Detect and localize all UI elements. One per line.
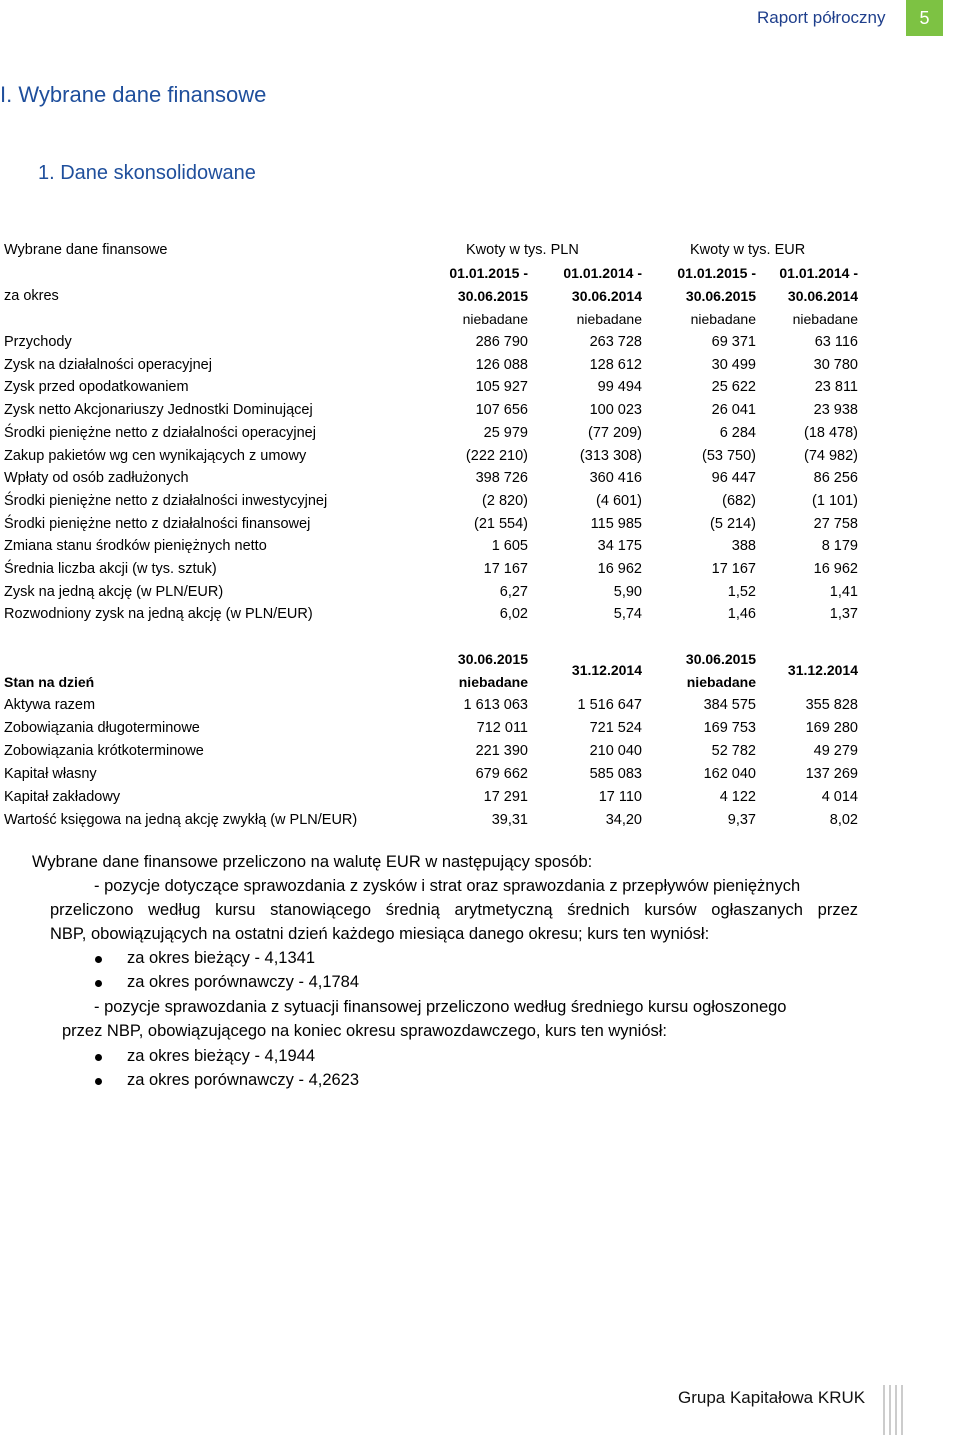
table-cell: (682) <box>722 492 756 509</box>
table-cell: 69 371 <box>711 334 756 350</box>
table-cell: 1 516 647 <box>577 697 642 713</box>
table-row-label: Środki pieniężne netto z działalności operacyjnej <box>4 424 316 441</box>
table-cell: 26 041 <box>711 402 756 419</box>
notes-para1-line3: NBP, obowiązujących na ostatni dzień każdego miesiąca danego okresu; kurs ten wyniósł: <box>50 925 710 943</box>
table-cell: 360 416 <box>589 470 642 487</box>
table1-col-to: 30.06.2015 <box>457 288 528 304</box>
table-cell: 286 790 <box>475 334 528 350</box>
table-cell: 30 499 <box>711 356 756 373</box>
table1-col-to: 30.06.2014 <box>571 288 642 304</box>
table-cell: 126 088 <box>475 356 528 373</box>
table1-col-from: 01.01.2015 - <box>449 265 528 281</box>
balance-date-label: Stan na dzień <box>4 674 95 690</box>
table-row-label: Środki pieniężne netto z działalności inwestycyjnej <box>4 492 328 509</box>
table-cell: 6,02 <box>499 606 528 623</box>
table1-col-status: niebadane <box>462 311 528 327</box>
table-row-label: Kapitał własny <box>4 766 97 782</box>
table2-col-date: 31.12.2014 <box>787 662 858 678</box>
table-cell: 17 110 <box>598 789 642 805</box>
table-cell: 105 927 <box>475 379 528 396</box>
table-cell: 27 758 <box>813 515 858 532</box>
notes-para1-line2: przeliczono według kursu stanowiącego średnią arytmetyczną średnich kursów ogłaszanych przez <box>50 901 858 919</box>
table-cell: 39,31 <box>491 812 528 828</box>
table-cell: 25 622 <box>711 379 756 396</box>
table-cell: 16 962 <box>597 561 642 577</box>
notes-para2-line2: przez NBP, obowiązującego na koniec okresu sprawozdawczego, kurs ten wyniósł: <box>62 1022 668 1040</box>
table-row-label: Wartość księgowa na jedną akcję zwykłą (w PLN/EUR) <box>4 812 358 828</box>
table-row-label: Zakup pakietów wg cen wynikających z umowy <box>4 447 307 464</box>
table1-col-status: niebadane <box>576 311 642 327</box>
table-cell: 5,90 <box>613 583 642 600</box>
period-label: za okres <box>4 288 59 304</box>
table-row-label: Przychody <box>4 334 72 350</box>
table-row-label: Zysk na działalności operacyjnej <box>4 356 212 373</box>
table-row-label: Zobowiązania długoterminowe <box>4 720 200 736</box>
table-cell: 1,37 <box>829 606 858 623</box>
table-cell: (5 214) <box>710 515 756 532</box>
table-row-label: Średnia liczba akcji (w tys. sztuk) <box>4 561 217 577</box>
group-eur-header: Kwoty w tys. EUR <box>690 242 806 258</box>
table-cell: 679 662 <box>475 766 528 782</box>
footer-company: Grupa Kapitałowa KRUK <box>678 1388 866 1407</box>
table-cell: 99 494 <box>597 379 642 396</box>
table-cell: 8,02 <box>829 812 858 828</box>
table-cell: 169 280 <box>805 720 858 736</box>
table-cell: 9,37 <box>727 812 756 828</box>
table-row-label: Rozwodniony zysk na jedną akcję (w PLN/EUR) <box>4 606 313 623</box>
table-row-label: Kapitał zakładowy <box>4 789 121 805</box>
rate-comparative-2: za okres porównawczy - 4,2623 <box>127 1071 360 1089</box>
table2-col-date: 31.12.2014 <box>571 662 642 678</box>
table-cell: 23 811 <box>814 379 858 396</box>
table1-col-status: niebadane <box>690 311 756 327</box>
bullet-icon <box>95 1054 102 1061</box>
table-cell: 30 780 <box>813 356 858 373</box>
table-cell: 34 175 <box>597 538 642 555</box>
table-cell: (21 554) <box>473 515 528 532</box>
table-row-label: Zmiana stanu środków pieniężnych netto <box>4 538 267 555</box>
table-cell: 263 728 <box>589 334 642 350</box>
table-row-label: Zysk przed opodatkowaniem <box>4 379 189 396</box>
footer-decoration-icon <box>880 1385 960 1435</box>
table-cell: 169 753 <box>703 720 756 736</box>
table-cell: 4 122 <box>719 789 756 805</box>
notes-para1-line1: - pozycje dotyczące sprawozdania z zysków i strat oraz sprawozdania z przepływów pieniężnych <box>94 877 801 895</box>
table-cell: 107 656 <box>475 402 528 419</box>
table-cell: (1 101) <box>812 492 858 509</box>
table-cell: 4 014 <box>821 789 858 805</box>
table-row-label: Wpłaty od osób zadłużonych <box>4 470 189 487</box>
table-row-label: Aktywa razem <box>4 697 96 713</box>
table-cell: 128 612 <box>589 356 642 373</box>
table2-col-date: 30.06.2015 <box>457 651 528 667</box>
table-row-label: Środki pieniężne netto z działalności finansowej <box>4 515 311 532</box>
rate-current-2: za okres bieżący - 4,1944 <box>127 1047 316 1065</box>
table-cell: 1,41 <box>829 583 858 600</box>
table-cell: 6 284 <box>719 424 756 441</box>
table-cell: 1 613 063 <box>463 697 528 713</box>
table-cell: 162 040 <box>703 766 756 782</box>
table-cell: (222 210) <box>465 447 528 464</box>
table-row-label: Zysk netto Akcjonariuszy Jednostki Dominującej <box>4 402 313 419</box>
table1-col-from: 01.01.2014 - <box>779 265 858 281</box>
table-cell: 1 605 <box>491 538 528 555</box>
table1-col-from: 01.01.2015 - <box>677 265 756 281</box>
table-cell: 86 256 <box>813 470 858 487</box>
table-cell: 712 011 <box>476 720 528 736</box>
table-cell: 34,20 <box>605 812 642 828</box>
table-row-label: Zysk na jedną akcję (w PLN/EUR) <box>4 583 224 600</box>
table-row-label: Zobowiązania krótkoterminowe <box>4 743 204 759</box>
section-title: I. Wybrane dane finansowe <box>0 82 267 107</box>
report-title: Raport półroczny <box>757 8 886 27</box>
table2-col-status: niebadane <box>686 674 756 690</box>
table-cell: 398 726 <box>475 470 528 487</box>
subsection-title: 1. Dane skonsolidowane <box>38 162 256 184</box>
table-cell: 1,52 <box>727 583 756 600</box>
table1-col-to: 30.06.2014 <box>787 288 858 304</box>
table-cell: 100 023 <box>589 402 642 419</box>
table-cell: 16 962 <box>813 561 858 577</box>
table-cell: 115 985 <box>590 515 642 532</box>
table-cell: 96 447 <box>711 470 756 487</box>
table-cell: (74 982) <box>803 447 858 464</box>
table-cell: 17 167 <box>711 561 756 577</box>
table-cell: 388 <box>731 538 756 555</box>
table-cell: 63 116 <box>814 334 858 350</box>
notes-intro: Wybrane dane finansowe przeliczono na walutę EUR w następujący sposób: <box>32 853 593 871</box>
table2-col-date: 30.06.2015 <box>685 651 756 667</box>
table-cell: (77 209) <box>587 424 642 441</box>
group-pln-header: Kwoty w tys. PLN <box>466 242 579 258</box>
table1-col-to: 30.06.2015 <box>685 288 756 304</box>
table-cell: (313 308) <box>579 447 642 464</box>
table-cell: 585 083 <box>589 766 642 782</box>
rate-comparative-1: za okres porównawczy - 4,1784 <box>127 973 360 991</box>
table1-title: Wybrane dane finansowe <box>4 242 168 258</box>
table-cell: 25 979 <box>483 424 528 441</box>
table-cell: 221 390 <box>475 743 528 759</box>
table-cell: (4 601) <box>596 492 642 509</box>
table-cell: (18 478) <box>803 424 858 441</box>
table-cell: 23 938 <box>813 402 858 419</box>
table-cell: 17 291 <box>483 789 528 805</box>
table-cell: 1,46 <box>727 606 756 623</box>
table-cell: 52 782 <box>711 743 756 759</box>
table-cell: 210 040 <box>589 743 642 759</box>
page-number-badge: 5 <box>906 0 943 36</box>
table1-col-from: 01.01.2014 - <box>563 265 642 281</box>
table-cell: (2 820) <box>482 492 528 509</box>
table1-col-status: niebadane <box>792 311 858 327</box>
table-cell: 49 279 <box>813 743 858 759</box>
table-cell: 137 269 <box>805 766 858 782</box>
table-cell: (53 750) <box>701 447 756 464</box>
table-cell: 8 179 <box>821 538 858 555</box>
notes-para2-line1: - pozycje sprawozdania z sytuacji finansowej przeliczono według średniego kursu ogłoszonego <box>94 998 787 1016</box>
rate-current-1: za okres bieżący - 4,1341 <box>127 949 316 967</box>
table-cell: 17 167 <box>483 561 528 577</box>
table2-col-status: niebadane <box>458 674 528 690</box>
table-cell: 721 524 <box>589 720 642 736</box>
table-cell: 5,74 <box>613 606 642 623</box>
bullet-icon <box>95 980 102 987</box>
table-cell: 355 828 <box>805 697 858 713</box>
table-cell: 6,27 <box>499 583 528 600</box>
bullet-icon <box>95 956 102 963</box>
table-cell: 384 575 <box>703 697 756 713</box>
bullet-icon <box>95 1078 102 1085</box>
